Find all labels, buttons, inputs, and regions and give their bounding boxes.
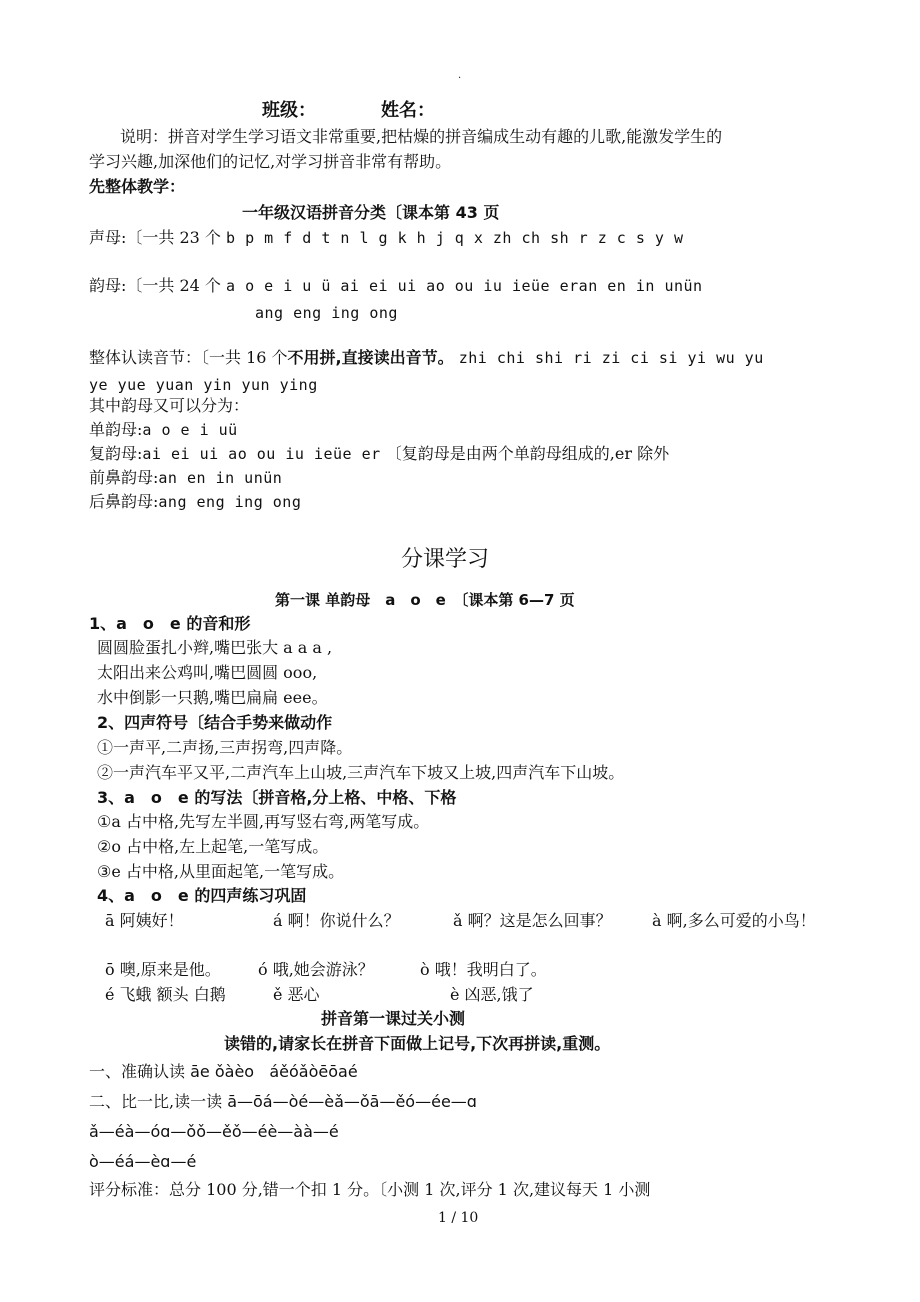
single-finals-label: 单韵母:	[89, 420, 143, 439]
practice-item: ò 哦！我明白了。	[420, 960, 547, 979]
initials-row	[89, 228, 684, 248]
initials-list: b p m f d t n l g k h j q x zh ch sh r z c s y w	[226, 229, 684, 247]
front-nasal-list: an en in unün	[158, 469, 283, 487]
classification-title: 一年级汉语拼音分类〔课本第 43 页	[242, 203, 500, 222]
back-nasal-label: 后鼻韵母:	[89, 492, 159, 511]
practice-item: à 啊,多么可爱的小鸟！	[652, 911, 816, 930]
finals-division-heading: 其中韵母又可以分为：	[89, 396, 250, 415]
quiz-q1-a: āe ǒàèo	[190, 1062, 255, 1081]
lesson1-p3-line: ③e 占中格,从里面起笔,一笔写成。	[97, 862, 345, 881]
front-nasal-row	[89, 468, 282, 488]
lesson1-p3-line: ②o 占中格,左上起笔,一笔写成。	[97, 837, 329, 856]
lesson1-p1-heading: 1、a o e 的音和形	[89, 614, 251, 633]
single-finals-row	[89, 420, 238, 440]
whole-syllables-list-2: ye yue yuan yin yun ying	[89, 376, 318, 394]
practice-item: ā 阿姨好！	[105, 911, 184, 930]
lesson1-p1-line: 水中倒影一只鹅,嘴巴扁扁 eee。	[97, 688, 328, 707]
practice-item: á 啊！你说什么？	[273, 911, 400, 930]
quiz-q2-line-3: ò—éá—èɑ—é	[89, 1152, 197, 1171]
compound-finals-row	[89, 444, 669, 464]
lesson1-p4-heading: 4、a o e 的四声练习巩固	[97, 886, 307, 905]
lesson1-p2-heading: 2、四声符号〔结合手势来做动作	[97, 713, 333, 732]
quiz-q2-line-1: ā—ōá—òé—èǎ—ǒā—ěó—ée—ɑ	[227, 1092, 477, 1111]
back-nasal-list: ang eng ing ong	[158, 493, 302, 511]
whole-syllables-label: 整体认读音节：〔一共 16 个	[89, 348, 288, 367]
single-finals-list: a o e i uü	[142, 421, 238, 439]
practice-item: é 飞蛾 额头 白鹅	[105, 985, 226, 1004]
overall-heading: 先整体教学：	[89, 177, 186, 196]
intro-line-1: 说明：拼音对学生学习语文非常重要,把枯燥的拼音编成生动有趣的儿歌,能激发学生的	[120, 127, 723, 146]
practice-item: è 凶恶,饿了	[450, 985, 534, 1004]
front-nasal-label: 前鼻韵母:	[89, 468, 159, 487]
practice-item: ō 噢,原来是他。	[105, 960, 221, 979]
practice-item: ó 哦,她会游泳？	[258, 960, 374, 979]
back-nasal-row	[89, 492, 301, 512]
finals-list-1: a o e i u ü ai ei ui ao ou iu ieüe eran en in unün	[226, 277, 703, 295]
practice-item: ě 恶心	[273, 985, 320, 1004]
whole-syllables-list-1: zhi chi shi ri zi ci si yi wu yu	[458, 349, 764, 367]
quiz-q1-label: 一、准确认读	[89, 1062, 186, 1081]
scoring-note: 评分标准：总分 100 分,错一个扣 1 分。〔小测 1 次,评分 1 次,建议每天 1 小测	[89, 1180, 651, 1199]
lesson1-p2-line: ②一声汽车平又平,二声汽车上山坡,三声汽车下坡又上坡,四声汽车下山坡。	[97, 763, 625, 782]
quiz-q1-row	[89, 1062, 358, 1082]
lesson1-title: 第一课 单韵母 a o e 〔课本第 6—7 页	[275, 591, 575, 609]
quiz-subtitle: 读错的,请家长在拼音下面做上记号,下次再拼读,重测。	[224, 1034, 611, 1053]
class-label: 班级：	[262, 100, 316, 121]
lesson1-p1-line: 太阳出来公鸡叫,嘴巴圆圆 ooo,	[97, 663, 318, 682]
name-label: 姓名：	[381, 100, 435, 121]
lesson1-p2-line: ①一声平,二声扬,三声拐弯,四声降。	[97, 738, 353, 757]
quiz-q1-b: áěóǎòēōaé	[269, 1062, 358, 1081]
finals-label: 韵母:〔一共 24 个	[89, 276, 221, 295]
quiz-q2-line-2: ǎ—éà—óɑ—ǒǒ—ěǒ—éè—àà—é	[89, 1122, 339, 1141]
finals-list-2: ang eng ing ong	[255, 304, 398, 322]
compound-finals-list: ai ei ui ao ou iu ieüe er	[142, 445, 381, 463]
top-dot: .	[458, 70, 462, 81]
lesson1-p1-line: 圆圆脸蛋扎小辫,嘴巴张大 a a a ,	[97, 638, 333, 657]
intro-line-2: 学习兴趣,加深他们的记忆,对学习拼音非常有帮助。	[89, 152, 452, 171]
quiz-q2-label: 二、比一比,读一读	[89, 1092, 223, 1111]
quiz-q2-row	[89, 1092, 477, 1112]
page-number: 1 / 10	[438, 1210, 479, 1226]
whole-syllables-note: 不用拼,直接读出音节。	[287, 348, 454, 367]
finals-row	[89, 276, 703, 296]
practice-item: ǎ 啊？这是怎么回事？	[453, 911, 612, 930]
lesson1-p3-line: ①a 占中格,先写左半圆,再写竖右弯,两笔写成。	[97, 812, 430, 831]
initials-label: 声母:〔一共 23 个	[89, 228, 221, 247]
quiz-title: 拼音第一课过关小测	[321, 1009, 466, 1028]
compound-finals-label: 复韵母:	[89, 444, 143, 463]
compound-finals-note: 〔复韵母是由两个单韵母组成的,er 除外	[385, 444, 670, 463]
lesson1-p3-heading: 3、a o e 的写法〔拼音格,分上格、中格、下格	[97, 788, 457, 807]
whole-syllables-row	[89, 348, 764, 368]
section-title: 分课学习	[401, 547, 490, 572]
